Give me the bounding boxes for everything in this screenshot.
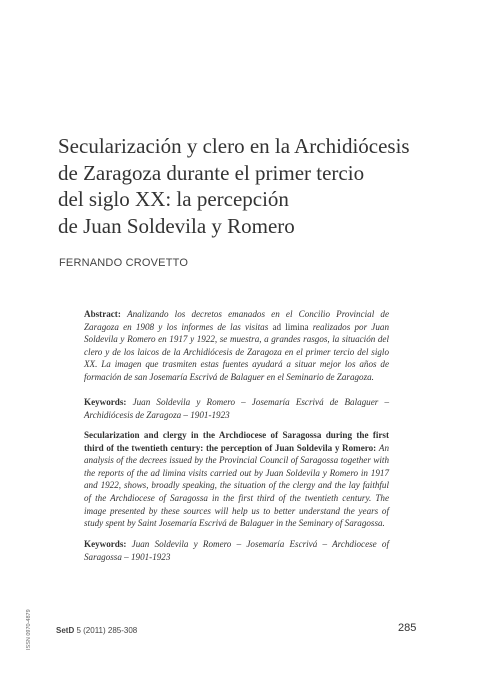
keywords-text: Juan Soldevila y Romero – Josemaría Escrivá de Balaguer – Archidiócesis de Zaragoza – 1901-1923 (84, 397, 389, 420)
keywords-spanish (84, 396, 389, 421)
issn-vertical: ISSN 0970-4879 (26, 609, 32, 650)
abstract-text-ad-limina: ad limina (272, 321, 309, 332)
title-line-4: de Juan Soldevila y Romero (58, 213, 295, 238)
keywords-english (84, 538, 389, 563)
keywords-en-text: Juan Soldevila y Romero – Josemaría Escrivá – Archdiocese of Saragossa – 1901-1923 (84, 539, 389, 562)
abstract-label: Abstract: (84, 309, 121, 319)
footer-volume-pages: 5 (2011) 285-308 (76, 626, 138, 635)
keywords-label: Keywords: (84, 397, 127, 407)
title-line-2: de Zaragoza durante el primer tercio (58, 160, 365, 185)
keywords-en-label: Keywords: (84, 539, 127, 549)
footer-citation (56, 626, 137, 635)
footer-journal: SetD (56, 626, 75, 635)
author-name: FERNANDO CROVETTO (59, 257, 189, 269)
article-title (58, 133, 438, 239)
title-line-3: del siglo XX: la percepción (58, 187, 289, 211)
abstract-en-heading: Secularization and clergy in the Archdiocese of Saragossa during the first third of the twentieth century: the perception of Juan Soldevila y Romero: (84, 430, 389, 453)
page-number: 285 (398, 622, 417, 634)
abstract-en-text: An analysis of the decrees issued by the Provincial Council of Saragossa together with the reports of the ad limina visits carried out by Juan Soldevila y Romero in 1917 and 1922, shows, broadly speaking, the situation of the clergy and the lay faithful of the Archdiocese of Saragossa in the first third of the twentieth century. The image presented by these sources will help us to better understand the years of study spent by Saint Josemaría Escrivá de Balaguer in the Seminary of Saragossa. (84, 442, 389, 529)
abstract-text-c: realizados por Juan Soldevila y Romero en 1917 y 1922, se muestra, a grandes rasgos, la situación del clero y de los laicos de la Archidiócesis de Zaragoza en el primer tercio del siglo XX. La imagen que trasmiten estas fuentes ayudará a situar mejor los años de formación de san Josemaría Escrivá de Balaguer en el Seminario de Zaragoza. (84, 321, 389, 382)
title-line-1: Secularización y clero en la Archidiócesis (58, 134, 410, 158)
abstract-spanish (84, 308, 389, 384)
abstract-english (84, 429, 389, 530)
abstract-text-a: Analizando los decretos emanados en el Concilio Provincial de Zaragoza en 1908 y los informes de las visitas (84, 309, 389, 332)
